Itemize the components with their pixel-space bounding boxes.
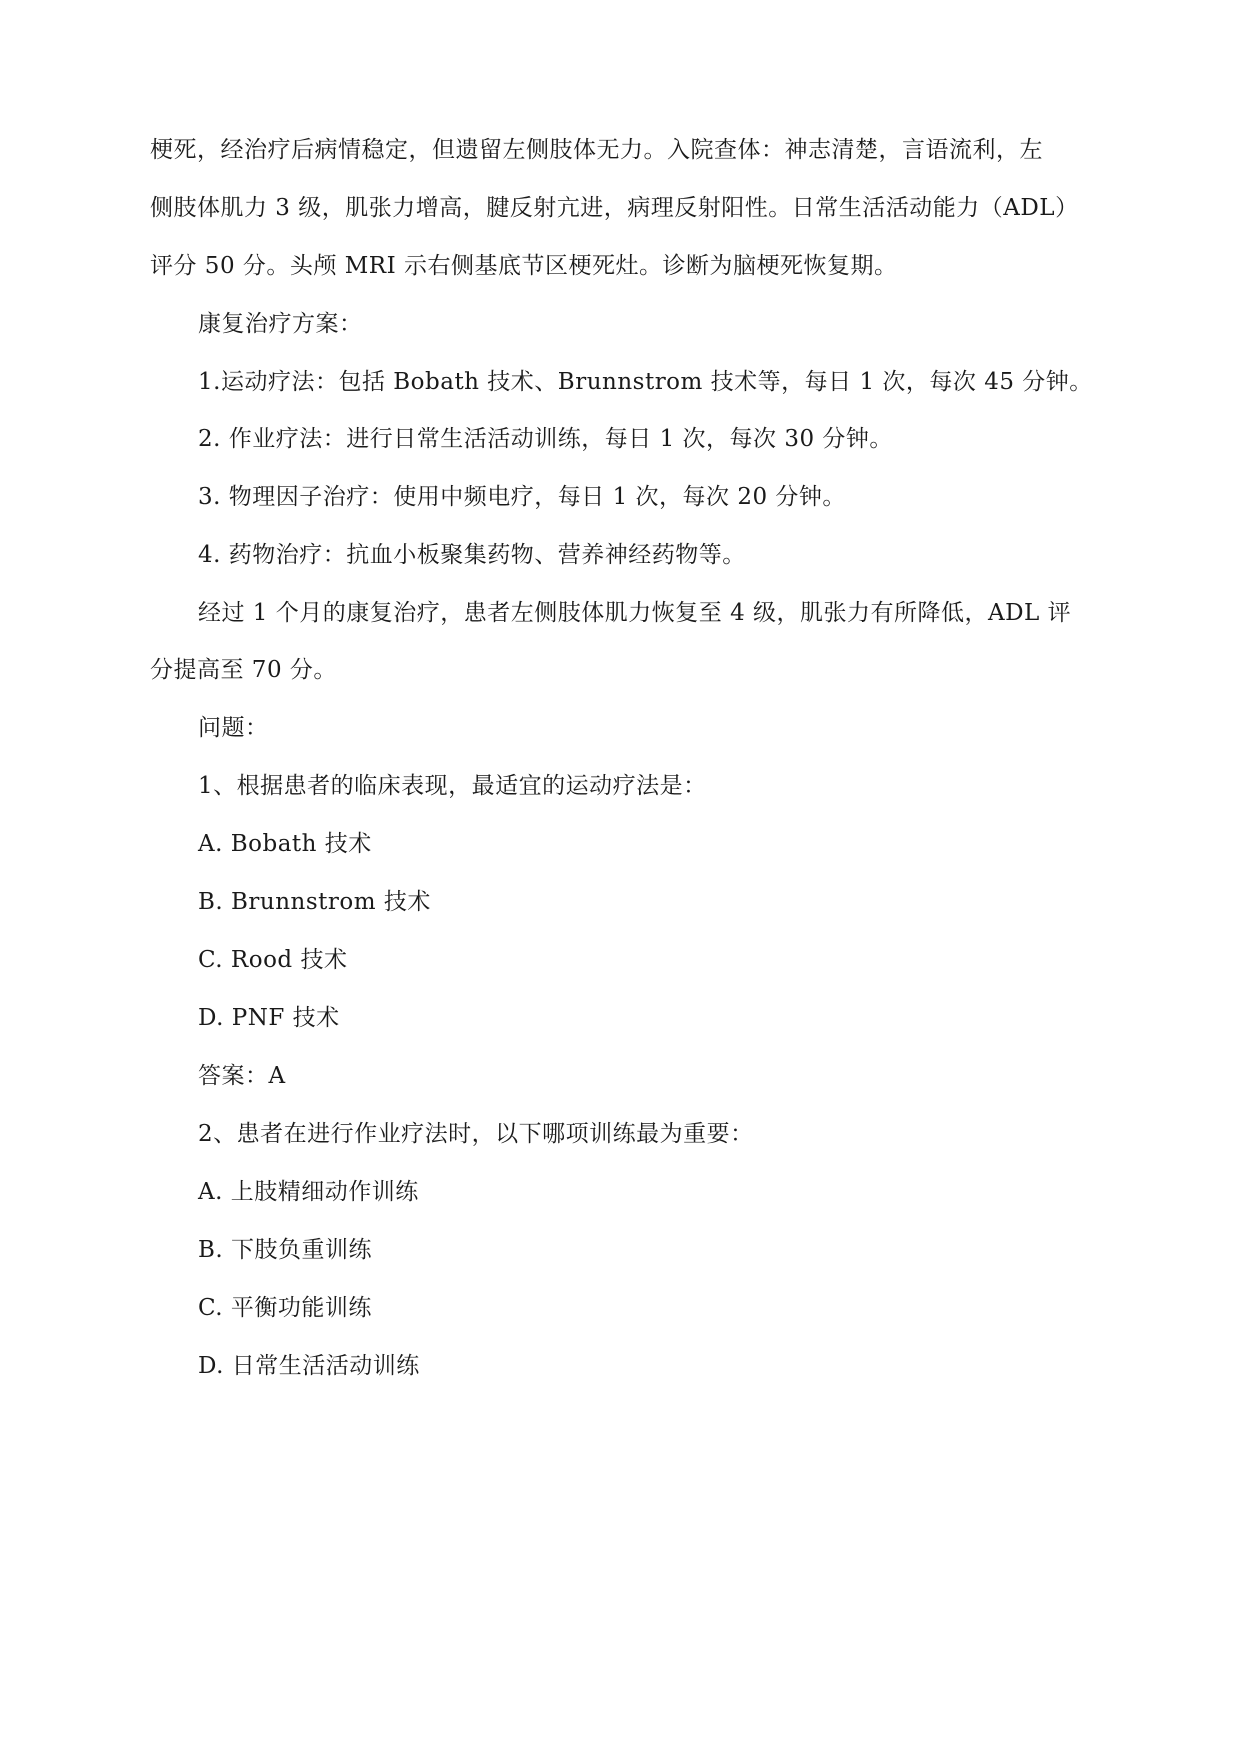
intro-line-1: 梗死，经治疗后病情稳定，但遗留左侧肢体无力。入院查体：神志清楚，言语流利，左 xyxy=(150,137,1043,163)
plan-item-2: 2. 作业疗法：进行日常生活活动训练，每日 1 次，每次 30 分钟。 xyxy=(198,426,893,452)
questions-heading: 问题： xyxy=(198,715,269,741)
question-2-option-d: D. 日常生活活动训练 xyxy=(198,1353,420,1379)
plan-item-4: 4. 药物治疗：抗血小板聚集药物、营养神经药物等。 xyxy=(198,542,746,568)
question-2-option-c: C. 平衡功能训练 xyxy=(198,1295,372,1321)
intro-line-2: 侧肢体肌力 3 级，肌张力增高，腱反射亢进，病理反射阳性。日常生活活动能力（ADL） xyxy=(150,195,1079,221)
question-1-stem: 1、根据患者的临床表现，最适宜的运动疗法是： xyxy=(198,773,707,799)
plan-item-3: 3. 物理因子治疗：使用中频电疗，每日 1 次，每次 20 分钟。 xyxy=(198,484,846,510)
question-1-option-c: C. Rood 技术 xyxy=(198,947,348,973)
question-1-option-d: D. PNF 技术 xyxy=(198,1005,340,1031)
question-2-option-a: A. 上肢精细动作训练 xyxy=(198,1179,419,1205)
plan-heading: 康复治疗方案： xyxy=(198,311,363,337)
question-1-answer: 答案：A xyxy=(198,1063,286,1089)
question-1-option-b: B. Brunnstrom 技术 xyxy=(198,889,431,915)
question-1-option-a: A. Bobath 技术 xyxy=(198,831,372,857)
outcome-line-2: 分提高至 70 分。 xyxy=(150,657,337,683)
question-2-stem: 2、患者在进行作业疗法时，以下哪项训练最为重要： xyxy=(198,1121,754,1147)
plan-item-1: 1.运动疗法：包括 Bobath 技术、Brunnstrom 技术等，每日 1 次，每次 45 分钟。 xyxy=(198,369,1093,395)
question-2-option-b: B. 下肢负重训练 xyxy=(198,1237,373,1263)
outcome-line-1: 经过 1 个月的康复治疗，患者左侧肢体肌力恢复至 4 级，肌张力有所降低，ADL 评 xyxy=(198,600,1072,626)
intro-line-3: 评分 50 分。头颅 MRI 示右侧基底节区梗死灶。诊断为脑梗死恢复期。 xyxy=(150,253,898,279)
